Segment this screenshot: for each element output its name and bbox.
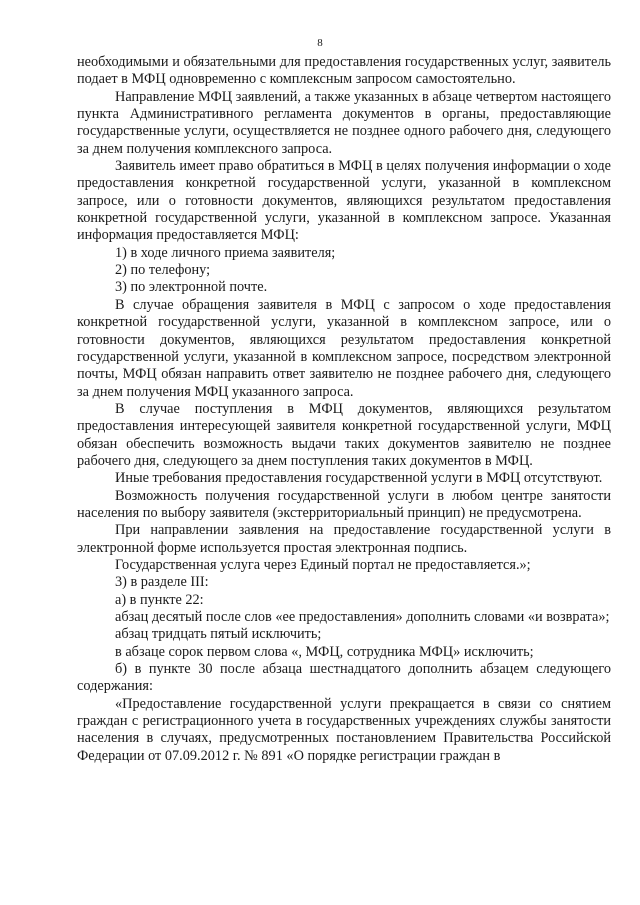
page-number: 8 [317, 37, 323, 49]
paragraph: Иные требования предоставления государственной услуги в МФЦ отсутствуют. [115, 470, 603, 487]
paragraph: При направлении заявления на предоставление государственной услуги в электронной форме используется простая электронная подпись. [77, 522, 611, 556]
paragraph: б) в пункте 30 после абзаца шестнадцатого дополнить абзацем следующего содержания: [77, 661, 611, 695]
paragraph: В случае поступления в МФЦ документов, являющихся результатом предоставления интересующей заявителя конкретной государственной услуги, МФЦ обязан обеспечить возможность выдачи таких документов заявителю не позднее рабочего дня, следующего за днем поступления таких документов в МФЦ. [77, 400, 611, 469]
paragraph: «Предоставление государственной услуги прекращается в связи со снятием граждан с регистрационного учета в государственных учреждениях службы занятости населения в случаях, предусмотренных постановлением Правительства Российской Федерации от 07.09.2012 г. № 891 «О порядке регистрации граждан в [77, 695, 611, 764]
paragraph: в абзаце сорок первом слова «, МФЦ, сотрудника МФЦ» исключить; [115, 643, 534, 660]
list-item: 2) по телефону; [115, 262, 211, 279]
paragraph: абзац десятый после слов «ее предоставления» дополнить словами «и возврата»; [115, 609, 610, 625]
paragraph: Возможность получения государственной услуги в любом центре занятости населения по выбору заявителя (экстерриториальный принцип) не предусмотрена. [77, 487, 611, 521]
paragraph: В случае обращения заявителя в МФЦ с запросом о ходе предоставления конкретной государственной услуги, указанной в комплексном запросе, или о готовности документов, являющихся результатом предоставления конкретной государственной услуги, указанной в комплексном запросе, посредством электронной почты, МФЦ обязан направить ответ заявителю не позднее рабочего дня, следующего за днем получения МФЦ указанного запроса. [77, 296, 611, 400]
paragraph: Государственная услуга через Единый портал не предоставляется.»; [115, 556, 531, 573]
paragraph: а) в пункте 22: [115, 591, 204, 608]
list-item: 3) по электронной почте. [115, 279, 268, 296]
list-item: 1) в ходе личного приема заявителя; [115, 244, 336, 261]
paragraph: Направление МФЦ заявлений, а также указанных в абзаце четвертом настоящего пункта Административного регламента документов в органы, предоставляющие государственные услуги, осуществляется не позднее одного рабочего дня, следующего за днем получения комплексного запроса. [77, 88, 611, 157]
paragraph: Заявитель имеет право обратиться в МФЦ в целях получения информации о ходе предоставления конкретной государственной услуги, указанной в комплексном запросе, или о готовности документов, являющихся результатом предоставления конкретной государственной услуги, указанной в комплексном запросе. Указанная информация предоставляется МФЦ: [77, 158, 611, 244]
paragraph: необходимыми и обязательными для предоставления государственных услуг, заявитель подает в МФЦ одновременно с комплексным запросом самостоятельно. [77, 54, 611, 88]
document-body [77, 54, 611, 765]
paragraph: абзац тридцать пятый исключить; [115, 626, 322, 643]
paragraph: 3) в разделе III: [115, 574, 209, 591]
